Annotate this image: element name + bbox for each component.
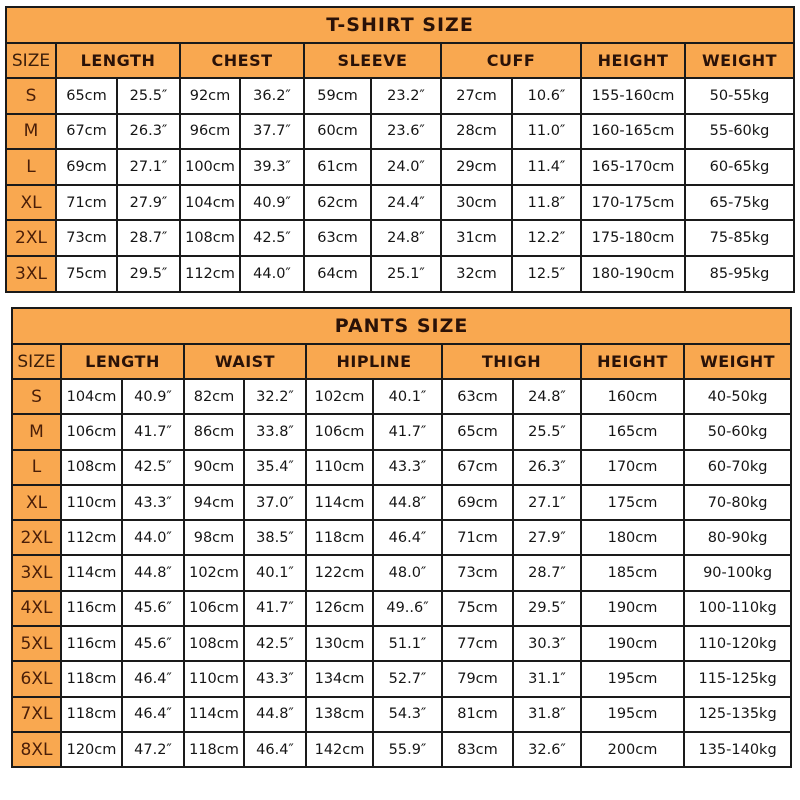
thigh-cm-cell: 67cm	[442, 450, 513, 485]
length-cm-cell: 120cm	[61, 732, 122, 767]
size-label: S	[12, 379, 61, 414]
hipline-in-cell: 41.7″	[373, 414, 442, 449]
table-row	[12, 626, 791, 661]
length-in-cell: 45.6″	[122, 591, 184, 626]
waist-cm-cell: 114cm	[184, 697, 244, 732]
column-header-sleeve: SLEEVE	[304, 43, 441, 78]
thigh-in-cell: 25.5″	[513, 414, 581, 449]
weight-cell: 135-140kg	[684, 732, 791, 767]
hipline-in-cell: 46.4″	[373, 520, 442, 555]
chest-cm-cell: 96cm	[180, 114, 240, 150]
hipline-cm-cell: 142cm	[306, 732, 373, 767]
thigh-in-cell: 27.9″	[513, 520, 581, 555]
length-in-cell: 29.5″	[117, 256, 180, 292]
sleeve-cm-cell: 62cm	[304, 185, 371, 221]
waist-cm-cell: 94cm	[184, 485, 244, 520]
length-in-cell: 43.3″	[122, 485, 184, 520]
chest-cm-cell: 112cm	[180, 256, 240, 292]
height-cell: 175-180cm	[581, 220, 685, 256]
size-label: M	[12, 414, 61, 449]
sleeve-in-cell: 24.4″	[371, 185, 441, 221]
sleeve-in-cell: 24.0″	[371, 149, 441, 185]
waist-in-cell: 41.7″	[244, 591, 306, 626]
height-cell: 160-165cm	[581, 114, 685, 150]
column-header-length: LENGTH	[61, 344, 184, 379]
height-cell: 165-170cm	[581, 149, 685, 185]
thigh-cm-cell: 81cm	[442, 697, 513, 732]
tshirt-size-table	[5, 6, 795, 293]
weight-cell: 40-50kg	[684, 379, 791, 414]
height-cell: 170cm	[581, 450, 684, 485]
table-row	[12, 520, 791, 555]
weight-cell: 55-60kg	[685, 114, 794, 150]
column-header-height: HEIGHT	[581, 344, 684, 379]
cuff-in-cell: 11.4″	[512, 149, 581, 185]
thigh-cm-cell: 65cm	[442, 414, 513, 449]
length-in-cell: 40.9″	[122, 379, 184, 414]
length-cm-cell: 114cm	[61, 555, 122, 590]
waist-in-cell: 44.8″	[244, 697, 306, 732]
waist-in-cell: 37.0″	[244, 485, 306, 520]
chest-in-cell: 40.9″	[240, 185, 304, 221]
table-row	[12, 379, 791, 414]
table-row	[12, 732, 791, 767]
length-cm-cell: 71cm	[56, 185, 117, 221]
sleeve-in-cell: 23.2″	[371, 78, 441, 114]
length-cm-cell: 65cm	[56, 78, 117, 114]
hipline-cm-cell: 122cm	[306, 555, 373, 590]
waist-cm-cell: 82cm	[184, 379, 244, 414]
weight-cell: 70-80kg	[684, 485, 791, 520]
height-cell: 165cm	[581, 414, 684, 449]
cuff-cm-cell: 31cm	[441, 220, 512, 256]
table-row	[12, 555, 791, 590]
size-label: XL	[12, 485, 61, 520]
size-label: L	[6, 149, 56, 185]
chest-cm-cell: 104cm	[180, 185, 240, 221]
table-row	[6, 149, 794, 185]
length-cm-cell: 75cm	[56, 256, 117, 292]
sleeve-cm-cell: 60cm	[304, 114, 371, 150]
size-label: XL	[6, 185, 56, 221]
length-in-cell: 47.2″	[122, 732, 184, 767]
length-in-cell: 27.9″	[117, 185, 180, 221]
size-label: 3XL	[12, 555, 61, 590]
waist-cm-cell: 86cm	[184, 414, 244, 449]
hipline-cm-cell: 102cm	[306, 379, 373, 414]
thigh-cm-cell: 71cm	[442, 520, 513, 555]
cuff-cm-cell: 32cm	[441, 256, 512, 292]
thigh-in-cell: 31.1″	[513, 661, 581, 696]
height-cell: 195cm	[581, 697, 684, 732]
size-label: S	[6, 78, 56, 114]
length-cm-cell: 69cm	[56, 149, 117, 185]
length-in-cell: 46.4″	[122, 697, 184, 732]
hipline-cm-cell: 106cm	[306, 414, 373, 449]
thigh-cm-cell: 63cm	[442, 379, 513, 414]
table-row	[12, 485, 791, 520]
size-label: 5XL	[12, 626, 61, 661]
hipline-in-cell: 54.3″	[373, 697, 442, 732]
chest-cm-cell: 92cm	[180, 78, 240, 114]
size-label: 6XL	[12, 661, 61, 696]
waist-cm-cell: 108cm	[184, 626, 244, 661]
sleeve-cm-cell: 61cm	[304, 149, 371, 185]
length-cm-cell: 73cm	[56, 220, 117, 256]
thigh-cm-cell: 79cm	[442, 661, 513, 696]
sleeve-in-cell: 23.6″	[371, 114, 441, 150]
height-cell: 190cm	[581, 626, 684, 661]
hipline-in-cell: 43.3″	[373, 450, 442, 485]
waist-in-cell: 32.2″	[244, 379, 306, 414]
hipline-cm-cell: 130cm	[306, 626, 373, 661]
length-in-cell: 44.8″	[122, 555, 184, 590]
column-header-height: HEIGHT	[581, 43, 685, 78]
cuff-cm-cell: 27cm	[441, 78, 512, 114]
length-in-cell: 25.5″	[117, 78, 180, 114]
cuff-in-cell: 11.8″	[512, 185, 581, 221]
sleeve-cm-cell: 64cm	[304, 256, 371, 292]
hipline-cm-cell: 114cm	[306, 485, 373, 520]
table-row	[6, 185, 794, 221]
table-row	[12, 450, 791, 485]
tshirt-table-title: T-SHIRT SIZE	[6, 7, 794, 43]
chest-in-cell: 42.5″	[240, 220, 304, 256]
size-label: 2XL	[12, 520, 61, 555]
thigh-cm-cell: 73cm	[442, 555, 513, 590]
size-label: M	[6, 114, 56, 150]
height-cell: 175cm	[581, 485, 684, 520]
hipline-in-cell: 52.7″	[373, 661, 442, 696]
column-header-thigh: THIGH	[442, 344, 581, 379]
weight-cell: 115-125kg	[684, 661, 791, 696]
table-row	[6, 114, 794, 150]
cuff-cm-cell: 29cm	[441, 149, 512, 185]
table-row	[6, 256, 794, 292]
thigh-cm-cell: 69cm	[442, 485, 513, 520]
column-header-cuff: CUFF	[441, 43, 581, 78]
size-label: L	[12, 450, 61, 485]
thigh-cm-cell: 75cm	[442, 591, 513, 626]
length-in-cell: 42.5″	[122, 450, 184, 485]
weight-cell: 110-120kg	[684, 626, 791, 661]
size-label: 8XL	[12, 732, 61, 767]
sleeve-in-cell: 24.8″	[371, 220, 441, 256]
length-cm-cell: 108cm	[61, 450, 122, 485]
thigh-in-cell: 28.7″	[513, 555, 581, 590]
hipline-cm-cell: 110cm	[306, 450, 373, 485]
length-cm-cell: 112cm	[61, 520, 122, 555]
table-row	[12, 697, 791, 732]
waist-in-cell: 38.5″	[244, 520, 306, 555]
column-header-size: SIZE	[6, 43, 56, 78]
height-cell: 185cm	[581, 555, 684, 590]
column-header-size: SIZE	[12, 344, 61, 379]
waist-cm-cell: 110cm	[184, 661, 244, 696]
cuff-in-cell: 12.2″	[512, 220, 581, 256]
waist-in-cell: 33.8″	[244, 414, 306, 449]
tshirt-header-row	[6, 43, 794, 78]
weight-cell: 125-135kg	[684, 697, 791, 732]
waist-in-cell: 35.4″	[244, 450, 306, 485]
waist-cm-cell: 90cm	[184, 450, 244, 485]
chest-in-cell: 36.2″	[240, 78, 304, 114]
thigh-cm-cell: 83cm	[442, 732, 513, 767]
hipline-in-cell: 48.0″	[373, 555, 442, 590]
weight-cell: 60-65kg	[685, 149, 794, 185]
height-cell: 180-190cm	[581, 256, 685, 292]
table-row	[6, 220, 794, 256]
column-header-weight: WEIGHT	[684, 344, 791, 379]
thigh-in-cell: 31.8″	[513, 697, 581, 732]
chest-cm-cell: 100cm	[180, 149, 240, 185]
waist-cm-cell: 118cm	[184, 732, 244, 767]
cuff-in-cell: 10.6″	[512, 78, 581, 114]
length-in-cell: 41.7″	[122, 414, 184, 449]
pants-header-row	[12, 344, 791, 379]
pants-table-body	[12, 379, 791, 767]
size-label: 7XL	[12, 697, 61, 732]
hipline-cm-cell: 134cm	[306, 661, 373, 696]
length-cm-cell: 116cm	[61, 591, 122, 626]
weight-cell: 90-100kg	[684, 555, 791, 590]
length-in-cell: 26.3″	[117, 114, 180, 150]
hipline-cm-cell: 118cm	[306, 520, 373, 555]
length-in-cell: 44.0″	[122, 520, 184, 555]
tshirt-title-row	[6, 7, 794, 43]
thigh-in-cell: 26.3″	[513, 450, 581, 485]
table-row	[12, 661, 791, 696]
waist-cm-cell: 106cm	[184, 591, 244, 626]
column-header-length: LENGTH	[56, 43, 180, 78]
cuff-in-cell: 12.5″	[512, 256, 581, 292]
hipline-in-cell: 51.1″	[373, 626, 442, 661]
chest-in-cell: 37.7″	[240, 114, 304, 150]
weight-cell: 75-85kg	[685, 220, 794, 256]
hipline-cm-cell: 138cm	[306, 697, 373, 732]
length-in-cell: 28.7″	[117, 220, 180, 256]
weight-cell: 60-70kg	[684, 450, 791, 485]
cuff-cm-cell: 28cm	[441, 114, 512, 150]
cuff-in-cell: 11.0″	[512, 114, 581, 150]
cuff-cm-cell: 30cm	[441, 185, 512, 221]
hipline-in-cell: 40.1″	[373, 379, 442, 414]
height-cell: 160cm	[581, 379, 684, 414]
pants-size-table	[11, 307, 792, 768]
weight-cell: 85-95kg	[685, 256, 794, 292]
thigh-in-cell: 30.3″	[513, 626, 581, 661]
waist-in-cell: 46.4″	[244, 732, 306, 767]
length-cm-cell: 104cm	[61, 379, 122, 414]
height-cell: 190cm	[581, 591, 684, 626]
weight-cell: 100-110kg	[684, 591, 791, 626]
length-in-cell: 27.1″	[117, 149, 180, 185]
length-cm-cell: 118cm	[61, 697, 122, 732]
thigh-in-cell: 24.8″	[513, 379, 581, 414]
hipline-in-cell: 55.9″	[373, 732, 442, 767]
size-label: 2XL	[6, 220, 56, 256]
column-header-chest: CHEST	[180, 43, 304, 78]
pants-table-title: PANTS SIZE	[12, 308, 791, 344]
chest-in-cell: 39.3″	[240, 149, 304, 185]
waist-cm-cell: 102cm	[184, 555, 244, 590]
size-label: 4XL	[12, 591, 61, 626]
length-in-cell: 45.6″	[122, 626, 184, 661]
sleeve-cm-cell: 63cm	[304, 220, 371, 256]
thigh-in-cell: 29.5″	[513, 591, 581, 626]
length-cm-cell: 116cm	[61, 626, 122, 661]
length-cm-cell: 118cm	[61, 661, 122, 696]
pants-title-row	[12, 308, 791, 344]
height-cell: 200cm	[581, 732, 684, 767]
thigh-in-cell: 32.6″	[513, 732, 581, 767]
table-row	[6, 78, 794, 114]
table-row	[12, 591, 791, 626]
hipline-in-cell: 44.8″	[373, 485, 442, 520]
length-cm-cell: 67cm	[56, 114, 117, 150]
hipline-in-cell: 49..6″	[373, 591, 442, 626]
thigh-in-cell: 27.1″	[513, 485, 581, 520]
chest-in-cell: 44.0″	[240, 256, 304, 292]
waist-cm-cell: 98cm	[184, 520, 244, 555]
column-header-weight: WEIGHT	[685, 43, 794, 78]
weight-cell: 80-90kg	[684, 520, 791, 555]
length-cm-cell: 110cm	[61, 485, 122, 520]
weight-cell: 50-55kg	[685, 78, 794, 114]
weight-cell: 65-75kg	[685, 185, 794, 221]
length-cm-cell: 106cm	[61, 414, 122, 449]
waist-in-cell: 42.5″	[244, 626, 306, 661]
length-in-cell: 46.4″	[122, 661, 184, 696]
column-header-hipline: HIPLINE	[306, 344, 442, 379]
table-row	[12, 414, 791, 449]
thigh-cm-cell: 77cm	[442, 626, 513, 661]
sleeve-in-cell: 25.1″	[371, 256, 441, 292]
column-header-waist: WAIST	[184, 344, 306, 379]
hipline-cm-cell: 126cm	[306, 591, 373, 626]
tshirt-table-body	[6, 78, 794, 292]
waist-in-cell: 43.3″	[244, 661, 306, 696]
chest-cm-cell: 108cm	[180, 220, 240, 256]
weight-cell: 50-60kg	[684, 414, 791, 449]
height-cell: 170-175cm	[581, 185, 685, 221]
height-cell: 195cm	[581, 661, 684, 696]
height-cell: 180cm	[581, 520, 684, 555]
size-label: 3XL	[6, 256, 56, 292]
height-cell: 155-160cm	[581, 78, 685, 114]
sleeve-cm-cell: 59cm	[304, 78, 371, 114]
waist-in-cell: 40.1″	[244, 555, 306, 590]
